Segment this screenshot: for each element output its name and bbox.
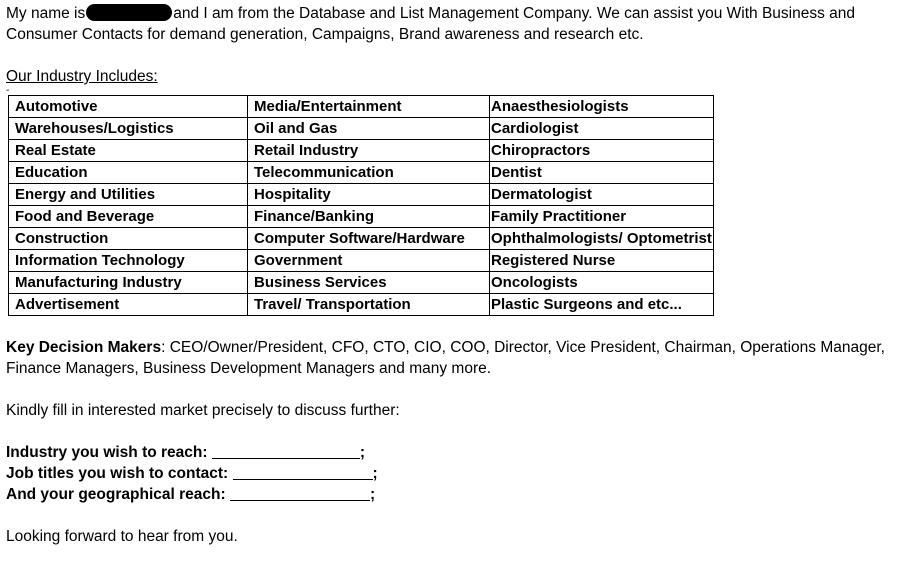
closing-line: Looking forward to hear from you. — [6, 528, 238, 545]
table-cell-col3: Dermatologist — [490, 184, 714, 206]
table-cell-col3: Dentist — [490, 162, 714, 184]
table-cell-col1: Education — [9, 162, 248, 184]
table-cell-col1: Warehouses/Logistics — [9, 118, 248, 140]
industry-heading: Our Industry Includes: — [6, 68, 158, 85]
decision-makers-text: : CEO/Owner/President, CFO, CTO, CIO, COO, Director, Vice President, Chairman, Operations Manager, Finance Managers, Business Development Managers and many more. — [6, 339, 885, 377]
table-row — [9, 272, 714, 294]
intro-suffix: and I am from the Database and List Management Company. We can assist you With Business and Consumer Contacts for demand generation, Campaigns, Brand awareness and research etc. — [6, 5, 856, 43]
table-cell-col1: Food and Beverage — [9, 206, 248, 228]
redacted-name-block — [86, 4, 172, 21]
table-row — [9, 206, 714, 228]
geo-field-label: And your geographical reach: — [6, 486, 226, 503]
table-cell-col3: Ophthalmologists/ Optometrist — [490, 228, 714, 250]
decision-makers-label: Key Decision Makers — [6, 339, 162, 356]
industries-table — [8, 95, 714, 316]
job-blank[interactable] — [233, 465, 373, 480]
job-terminator: ; — [372, 465, 378, 482]
table-cell-col1: Information Technology — [9, 250, 248, 272]
small-mark: - — [6, 85, 10, 96]
job-field-label: Job titles you wish to contact: — [6, 465, 229, 482]
table-cell-col1: Manufacturing Industry — [9, 272, 248, 294]
table-row — [9, 294, 714, 316]
job-form-line — [6, 463, 896, 484]
intro-prefix: My name is — [6, 5, 86, 22]
table-row — [9, 184, 714, 206]
table-cell-col1: Advertisement — [9, 294, 248, 316]
table-cell-col1: Construction — [9, 228, 248, 250]
table-cell-col2: Retail Industry — [248, 140, 490, 162]
table-cell-col3: Family Practitioner — [490, 206, 714, 228]
table-row — [9, 162, 714, 184]
table-cell-col2: Government — [248, 250, 490, 272]
table-row — [9, 140, 714, 162]
email-body — [6, 3, 896, 547]
industry-form-line — [6, 442, 896, 463]
table-row — [9, 96, 714, 118]
table-cell-col2: Travel/ Transportation — [248, 294, 490, 316]
decision-makers-paragraph — [6, 337, 896, 379]
table-cell-col3: Registered Nurse — [490, 250, 714, 272]
geo-terminator: ; — [369, 486, 376, 503]
table-row — [9, 228, 714, 250]
geo-form-line — [6, 484, 896, 505]
table-cell-col2: Oil and Gas — [248, 118, 490, 140]
table-cell-col2: Media/Entertainment — [248, 96, 490, 118]
table-cell-col2: Hospitality — [248, 184, 490, 206]
industry-blank[interactable] — [212, 444, 360, 459]
table-cell-col1: Automotive — [9, 96, 248, 118]
industry-field-label: Industry you wish to reach: — [6, 444, 208, 461]
industry-terminator: ; — [359, 444, 366, 461]
table-cell-col1: Energy and Utilities — [9, 184, 248, 206]
table-cell-col3: Plastic Surgeons and etc... — [490, 294, 714, 316]
table-cell-col2: Telecommunication — [248, 162, 490, 184]
table-cell-col3: Chiropractors — [490, 140, 714, 162]
table-row — [9, 118, 714, 140]
table-row — [9, 250, 714, 272]
geo-blank[interactable] — [230, 486, 370, 501]
table-cell-col3: Cardiologist — [490, 118, 714, 140]
table-cell-col2: Computer Software/Hardware — [248, 228, 490, 250]
table-cell-col2: Business Services — [248, 272, 490, 294]
fill-prompt: Kindly fill in interested market precisely to discuss further: — [6, 402, 400, 419]
table-cell-col2: Finance/Banking — [248, 206, 490, 228]
table-cell-col3: Oncologists — [490, 272, 714, 294]
table-cell-col1: Real Estate — [9, 140, 248, 162]
table-cell-col3: Anaesthesiologists — [490, 96, 714, 118]
intro-paragraph — [6, 3, 896, 45]
